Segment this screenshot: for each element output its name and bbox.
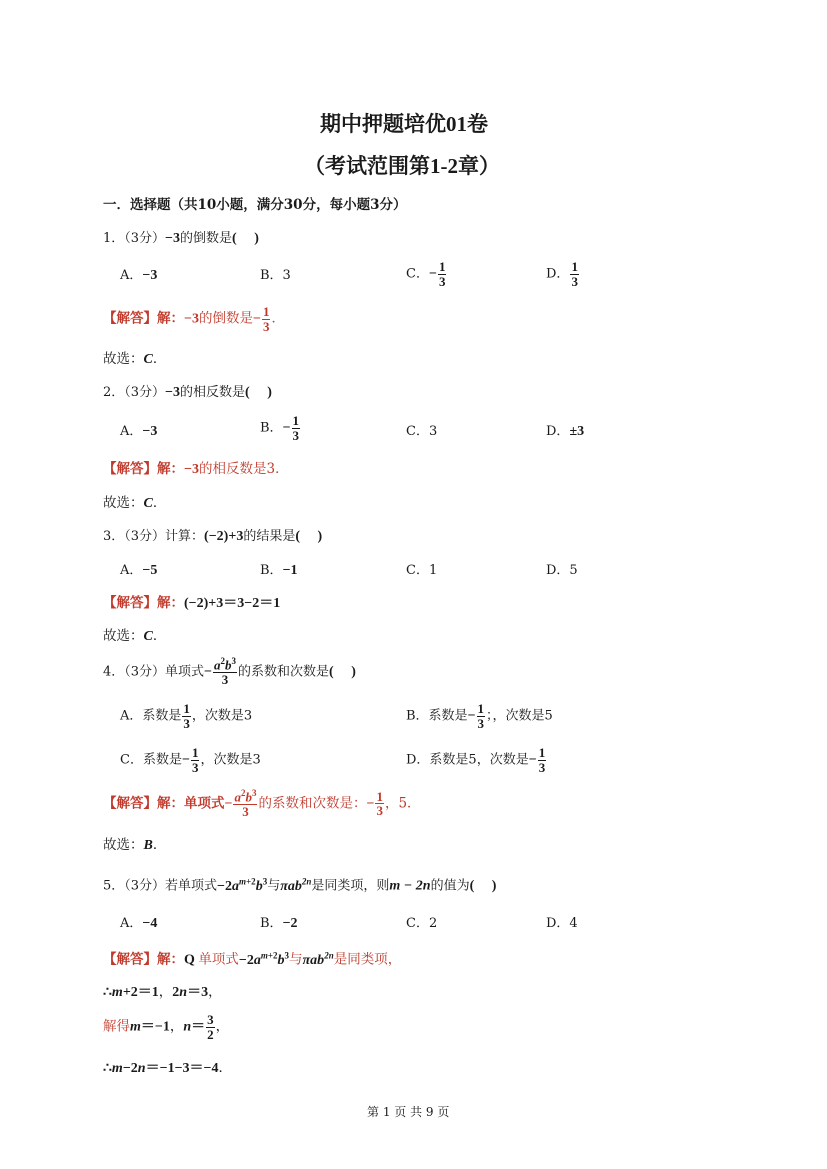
question-2-option-d: D．±3 [546,424,585,439]
question-1-stem: 1．（3分）−3的倒数是( ) [103,231,259,246]
question-4-option-a: A．系数是 $\frac{1}{3}$ ，次数是3 [120,701,253,731]
question-3-stem: 3．（3分）计算：(−2)+3的结果是( ) [103,529,323,544]
question-1-option-a: A．−3 [120,268,158,283]
question-2-answer: 【解答】解：−3的相反数是3． [103,461,289,477]
question-5-option-d: D．4 [546,916,578,931]
question-4-choice: 故选：B． [103,837,167,853]
section-heading: 一．选择题（共10小题，满分30分，每小题3分） [103,197,407,213]
question-1-prefix: 1．（3分） [103,231,166,246]
question-1-text: 的倒数是 [180,231,233,246]
page-footer: 第 1 页 共 9 页 [367,1105,450,1119]
question-1-answer: 【解答】解：−3的倒数是− $\frac{1}{3}$ ． [103,304,285,334]
question-5-answer: 【解答】解：Q 单项式$-2a^{m+2}b^3$与πab$^{2n}$是同类项， [103,950,402,968]
question-1-option-b: B．3 [260,268,291,283]
question-4-option-c: C．系数是− $\frac{1}{3}$ ，次数是3 [120,745,261,775]
question-5-option-c: C．2 [406,916,438,931]
question-3-option-a: A．−5 [120,563,158,578]
question-4-option-d: D．系数是5，次数是− $\frac{1}{3}$ [406,745,546,775]
question-2-option-a: A．−3 [120,424,158,439]
question-2-stem: 2．（3分）−3的相反数是( ) [103,385,272,400]
question-5-step-3: ∴m−2n＝−1−3＝−4． [103,1060,233,1076]
question-5-step-1: ∴m+2＝1，2n＝3， [103,984,222,1000]
question-5-stem: 5．（3分）若单项式$-2a^{m+2}b^3$与πab$^{2n}$是同类项，则m − 2n的值为( ) [103,876,497,894]
question-3-option-d: D．5 [546,563,578,578]
question-4-option-b: B．系数是− $\frac{1}{3}$ ；，次数是5 [406,701,553,731]
question-1-option-c: C．− $\frac{1}{3}$ [406,259,446,289]
question-3-option-c: C．1 [406,563,438,578]
question-4-answer: 【解答】解：单项式− $\frac{a^2b^3}{3}$ 的系数和次数是：− $\frac{1}{3}$ ，5． [103,788,421,819]
question-2-option-c: C．3 [406,424,438,439]
question-5-option-a: A．−4 [120,916,158,931]
question-5-option-b: B．−2 [260,916,298,931]
question-2-choice: 故选：C． [103,495,167,511]
question-2-option-b: B．− $\frac{1}{3}$ [260,413,300,443]
question-1-choice: 故选：C． [103,351,167,367]
question-3-answer: 【解答】解：(−2)+3＝3−2＝1 [103,595,281,611]
question-4-stem: 4．（3分）单项式− $\frac{a^2b^3}{3}$ 的系数和次数是( ) [103,656,356,687]
question-3-choice: 故选：C． [103,628,167,644]
question-3-option-b: B．−1 [260,563,298,578]
document-title: 期中押题培优01卷 [320,112,488,136]
question-5-step-2: 解得m＝−1，n＝ $\frac{3}{2}$ ， [103,1012,230,1042]
document-subtitle: （考试范围第1-2章） [304,154,500,178]
question-1-option-d: D． $\frac{1}{3}$ [546,259,578,289]
